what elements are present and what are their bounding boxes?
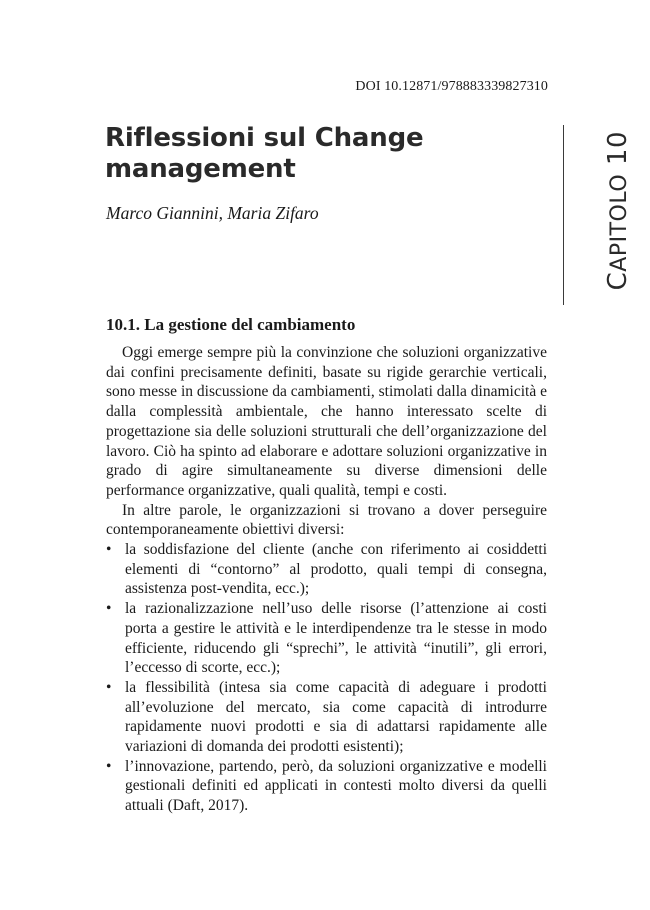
- doi-reference: DOI 10.12871/978883339827310: [355, 79, 548, 94]
- list-item-text: l’innovazione, partendo, però, da soluzioni organizzative e modelli gestionali definiti ed applicati in contesti molto diversi da quelli attuali (Daft, 2017).: [125, 757, 547, 815]
- section-heading: 10.1. La gestione del cambiamento: [106, 315, 356, 334]
- list-item: [106, 757, 547, 816]
- chapter-label-initial: C: [603, 271, 633, 291]
- chapter-title: Riflessioni sul Change management: [105, 123, 424, 184]
- bullet-icon: •: [106, 541, 112, 559]
- chapter-label: [601, 131, 637, 290]
- list-item-text: la soddisfazione del cliente (anche con riferimento ai cosiddetti elementi di “contorno” al prodotto, quali tempi di consegna, assistenza post-vendita, ecc.);: [125, 541, 547, 598]
- bullet-icon: •: [106, 757, 112, 775]
- body-text: [106, 343, 547, 816]
- list-item: [106, 540, 547, 599]
- body-paragraph: In altre parole, le organizzazioni si trovano a dover perseguire contemporaneamente obiettivi diversi:: [106, 501, 547, 539]
- chapter-label-number: 10: [603, 131, 633, 166]
- body-paragraph: Oggi emerge sempre più la convinzione che soluzioni organizzative dai confini precisamente definiti, basate su rigide gerarchie verticali, sono messe in discussione da cambiamenti, stimolati dalla dinamicità e dalla complessità ambientale, che hanno interessato scelte di progettazione sia delle soluzioni strutturali che dell’organizzazione del lavoro. Ciò ha spinto ad elaborare e adottare soluzioni organizzative in grado di agire simultaneamente su diverse dimensioni delle performance organizzative, quali qualità, tempi e costi.: [106, 344, 547, 499]
- bullet-icon: •: [106, 600, 112, 618]
- objectives-list: [106, 540, 547, 816]
- list-item: [106, 678, 547, 757]
- list-item: [106, 599, 547, 678]
- chapter-authors: Marco Giannini, Maria Zifaro: [106, 203, 319, 223]
- bullet-icon: •: [106, 678, 112, 696]
- list-item-text: la razionalizzazione nell’uso delle risorse (l’attenzione ai costi porta a gestire le attività e le interdipendenze tra le stesse in modo efficiente, riducendo gli “sprechi”, le attività “inutili”, gli errori, l’eccesso di scorte, ecc.);: [125, 600, 547, 677]
- list-item-text: la flessibilità (intesa sia come capacità di adeguare i prodotti all’evoluzione del mercato, sia come capacità di introdurre rapidamente nuovi prodotti e sia di adattarsi rapidamente alle variazioni di domanda dei prodotti esistenti);: [125, 678, 547, 756]
- chapter-label-word: APITOLO: [607, 173, 632, 272]
- chapter-divider-rule: [563, 125, 564, 305]
